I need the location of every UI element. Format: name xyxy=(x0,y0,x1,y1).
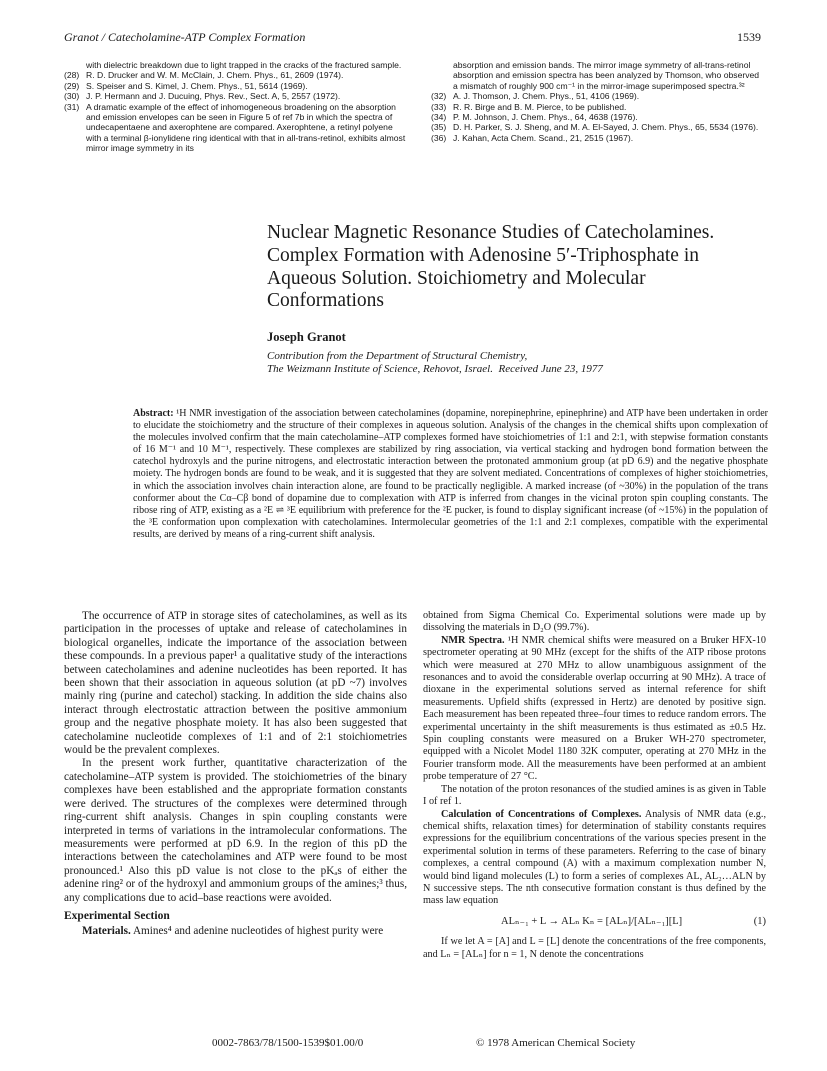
equation-body: ALₙ₋₁ + L → ALₙ Kₙ = [ALₙ]/[ALₙ₋₁][L] xyxy=(501,915,683,927)
references-right xyxy=(431,60,766,143)
article-title: Nuclear Magnetic Resonance Studies of Catecholamines. Complex Formation with Adenosine 5′-Triphosphate in Aqueous Solution. Stoichiometry and Molecular Conformations xyxy=(267,222,715,312)
paragraph: Calculation of Concentrations of Complexes. Analysis of NMR data (e.g., chemical shifts, relaxation times) for determination of stability constants requires expressions for the equilibrium concentrations of the various species present in the experimental solution in terms of these parameters. Referring to the case of binary complexes, a central compound (A) with a maximum complexation number N, would bind ligand molecules (L) to form a series of complexes AL, AL₂…ALN by N successive steps. The nth consecutive formation constant is thus defined by the mass law equation xyxy=(423,808,766,907)
page-number: 1539 xyxy=(737,30,761,44)
reference-item: (33) R. R. Birge and B. M. Pierce, to be published. xyxy=(431,101,627,112)
body-column-left xyxy=(64,610,407,939)
run-in-heading: Calculation of Concentrations of Complexes. xyxy=(441,808,642,820)
abstract xyxy=(133,408,768,541)
paragraph: In the present work further, quantitative characterization of the catecholamine–ATP system is provided. The stoichiometries of the binary complexes have been established and the appropriate formation constants were derived. The structures of the complexes were determined through ring-current shift analysis. Changes in spin coupling constants were interpreted in terms of variations in the intramolecular conformations. The measurements were performed at pD 6.9. In the region of this pD the interactions between the catecholamines and ATP were found to be most pronounced.¹ Also this pD value is not close to the pKₐs of either the adenine ring² or of the hydroxyl and ammonium groups of the amines;³ thus, any complications due to acid–base reactions were avoided. xyxy=(64,757,407,904)
received-date: Received June 23, 1977 xyxy=(498,363,603,375)
run-in-heading: NMR Spectra. xyxy=(441,634,505,646)
footer-copyright: © 1978 American Chemical Society xyxy=(476,1037,636,1049)
references-left xyxy=(64,60,409,154)
body-column-right xyxy=(423,610,766,961)
abstract-text: ¹H NMR investigation of the association between catecholamines (dopamine, norepinephrine, epinephrine) and ATP have been undertaken in order to elucidate the stoichiometry and the structure of their complexes in aqueous solution. Analysis of the changes in the chemical shifts upon complexation of the molecules involved confirm that the main catecholamine–ATP complexes formed have stoichiometries of 1:1 and 2:1, with stepwise formation constants of 16 M⁻¹ and 10 M⁻¹, respectively. These complexes are stabilized by ring association, via vertical stacking and hydrogen bond formation between the catechol hydroxyls and the purine nitrogens, and electrostatic interaction between the protonated ammonium group (at pD 6.9) and the negative phosphate moiety. The hydrogen bonds are found to be weak, and it is suggested that they are solvent mediated. Concentrations of complexes of higher stoichiometries, in which the association involves chain interaction alone, are found to be practically negligible. A marked increase (of ~30%) in the population of the trans conformer about the Cα–Cβ bond of dopamine due to complexation with ATP is inferred from changes in the vicinal proton spin coupling constants. The ribose ring of ATP, existing as a ²E ⇌ ³E equilibrium with preference for the ²E pucker, is found to display significant increase (of ~15%) in the population of the ³E conformation upon complexation with catecholamines. Intermolecular geometries of the 1:1 and 2:1 complexes, compatible with the experimental results, are derived by means of a ring-current shift analysis. xyxy=(133,408,769,540)
reference-item: with dielectric breakdown due to light trapped in the cracks of the fractured sample. xyxy=(86,60,402,70)
reference-item: (31) A dramatic example of the effect of inhomogeneous broadening on the absorption and emission envelopes can be seen in Figure 5 of ref 7b in which the spectra of undecapentaene and axerophtene are compared. Axerophtene, a retinyl polyene with a terminal β-ionylidene ring identical with that in all-trans-retinol, exhibits almost mirror image symmetry in its xyxy=(64,101,406,154)
paragraph: Materials. Amines⁴ and adenine nucleotides of highest purity were xyxy=(82,925,384,938)
affiliation-line: The Weizmann Institute of Science, Rehovot, Israel. Received June 23, 1977 xyxy=(267,363,603,375)
running-header: Granot / Catecholamine-ATP Complex Formation xyxy=(64,30,306,44)
reference-item: (29) S. Speiser and S. Kimel, J. Chem. Phys., 51, 5614 (1969). xyxy=(64,80,308,91)
reference-item: (32) A. J. Thomson, J. Chem. Phys., 51, 4106 (1969). xyxy=(431,91,640,102)
section-heading: Experimental Section xyxy=(64,909,170,922)
reference-item: (34) P. M. Johnson, J. Chem. Phys., 64, 4638 (1976). xyxy=(431,112,638,123)
paragraph: obtained from Sigma Chemical Co. Experimental solutions were made up by dissolving the materials in D₂O (99.7%). xyxy=(423,610,766,634)
equation-number: (1) xyxy=(753,915,766,927)
paragraph: The occurrence of ATP in storage sites of catecholamines, as well as its participation in the processes of uptake and release of catecholamines in biological organelles, indicate the importance of the association between these compounds. In a previous paper¹ a qualitative study of the interactions between catecholamines and adenine nucleotides has been reported. It has been shown that their association in aqueous solution (at pD ~7) involves mainly ring (purine and catechol) stacking. In addition the side chains also interact through electrostatic attraction between the positive ammonium group and the negative phosphate moiety. It has also been suggested that catecholamine nucleotide complexes of 1:1 and of 2:1 stoichiometries would be the prevalent complexes. xyxy=(64,610,407,757)
paragraph: NMR Spectra. ¹H NMR chemical shifts were measured on a Bruker HFX-10 spectrometer operating at 90 MHz (except for the shifts of the ATP ribose protons which were measured at 270 MHz to allow unambiguous assignment of the resonances and to avoid the considerable overlap occurring at 90 MHz). A trace of dioxane in the experimental solutions served as internal reference for shift measurements. Upfield shifts (expressed in Hertz) are denoted by positive sign. Each measurement has been repeated three–four times to reduce random errors. The experimental uncertainty in the shift measurements is thus estimated as ±0.5 Hz. Spin coupling constants were measured on a Bruker WH-270 spectrometer, equipped with a Nicolet Model 1180 32K computer, operating at 270 MHz in the Fourier transform mode. All the measurements have been performed at an ambient probe temperature of 27 °C. xyxy=(423,634,767,783)
abstract-label: Abstract: xyxy=(133,408,174,419)
reference-item: (36) J. Kahan, Acta Chem. Scand., 21, 2515 (1967). xyxy=(431,132,634,143)
equation xyxy=(423,916,766,928)
reference-item: absorption and emission bands. The mirror image symmetry of all-trans-retinol absorption and emission spectra has been analyzed by Thomson, who observed a mismatch of roughly 900 cm⁻¹ in the mirror-image superimposed spectra.³² xyxy=(453,60,760,91)
paragraph: The notation of the proton resonances of the studied amines is as given in Table I of ref 1. xyxy=(423,783,766,808)
affiliation xyxy=(267,350,603,376)
author-name: Joseph Granot xyxy=(267,330,346,344)
run-in-heading: Materials. xyxy=(82,925,131,938)
paragraph: If we let A = [A] and L = [L] denote the concentrations of the free components, and Lₙ = [ALₙ] for n = 1, N denote the concentrations xyxy=(423,936,766,960)
reference-item: (30) J. P. Hermann and J. Ducuing, Phys. Rev., Sect. A, 5, 2557 (1972). xyxy=(64,91,341,102)
reference-item: (28) R. D. Drucker and W. M. McClain, J. Chem. Phys., 61, 2609 (1974). xyxy=(64,70,344,81)
footer-code: 0002-7863/78/1500-1539$01.00/0 xyxy=(212,1037,364,1049)
affiliation-line: Contribution from the Department of Structural Chemistry, xyxy=(267,350,528,362)
reference-item: (35) D. H. Parker, S. J. Sheng, and M. A. El-Sayed, J. Chem. Phys., 65, 5534 (1976). xyxy=(431,122,759,133)
